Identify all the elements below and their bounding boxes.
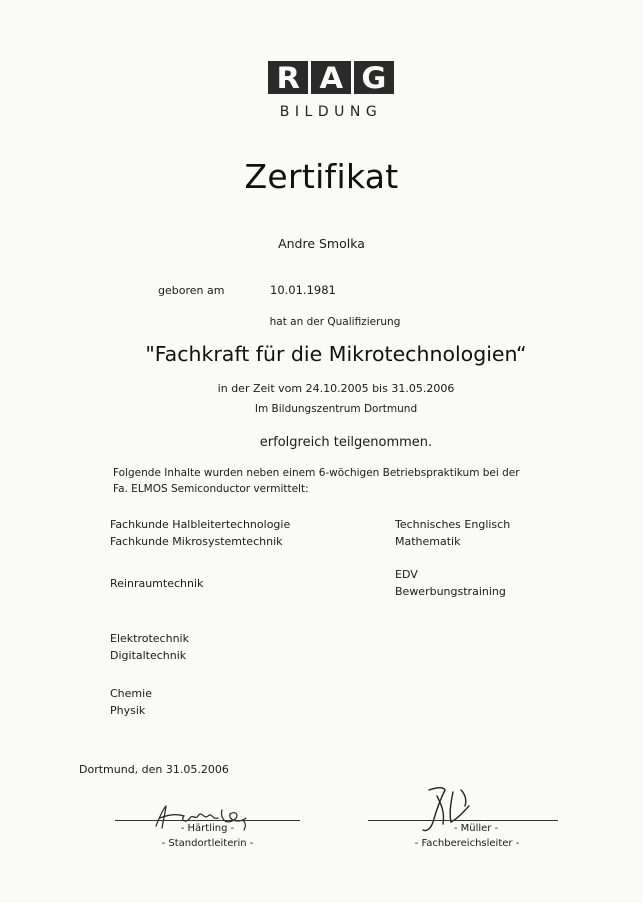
qualification-place: Im Bildungszentrum Dortmund — [254, 403, 418, 415]
qualification-name: "Fachkraft für die Mikrotechnologien“ — [145, 342, 527, 366]
signature-line-right — [368, 820, 558, 821]
birth-label: geboren am — [158, 284, 225, 297]
subject-item: Technisches Englisch — [395, 518, 511, 531]
subject-item: Elektrotechnik — [110, 632, 189, 645]
logo-letter-a: A — [311, 61, 351, 94]
qualification-result: erfolgreich teilgenommen. — [259, 435, 433, 450]
subject-item: Digitaltechnik — [110, 649, 187, 662]
subject-item: Bewerbungstraining — [395, 585, 506, 598]
signer-name-right: - Müller - — [453, 823, 499, 834]
signer-name-left: - Härtling - — [180, 823, 235, 834]
subject-item: EDV — [395, 568, 418, 581]
subject-item: Fachkunde Mikrosystemtechnik — [110, 535, 283, 548]
subject-item: Fachkunde Halbleitertechnologie — [110, 518, 291, 531]
certificate-title: Zertifikat — [244, 157, 399, 196]
qualification-period: in der Zeit vom 24.10.2005 bis 31.05.2006 — [217, 382, 455, 395]
subject-item: Physik — [110, 704, 146, 717]
rag-logo — [268, 61, 394, 94]
logo-subtitle: BILDUNG — [279, 104, 383, 120]
logo-letter-g: G — [354, 61, 394, 94]
signer-role-left: - Standortleiterin - — [161, 838, 254, 849]
subject-item: Reinraumtechnik — [110, 577, 204, 590]
recipient-name: Andre Smolka — [278, 236, 365, 251]
contents-intro-line-1: Folgende Inhalte wurden neben einem 6-wöchigen Betriebspraktikum bei der — [113, 467, 520, 479]
birth-date: 10.01.1981 — [270, 283, 336, 297]
subject-item: Mathematik — [395, 535, 461, 548]
contents-intro-line-2: Fa. ELMOS Semiconductor vermittelt: — [113, 483, 309, 495]
signer-role-right: - Fachbereichsleiter - — [414, 838, 520, 849]
qualification-intro: hat an der Qualifizierung — [269, 316, 401, 328]
subject-item: Chemie — [110, 687, 152, 700]
logo-letter-r: R — [268, 61, 308, 94]
signature-line-left — [115, 820, 300, 821]
date-place: Dortmund, den 31.05.2006 — [79, 763, 229, 776]
